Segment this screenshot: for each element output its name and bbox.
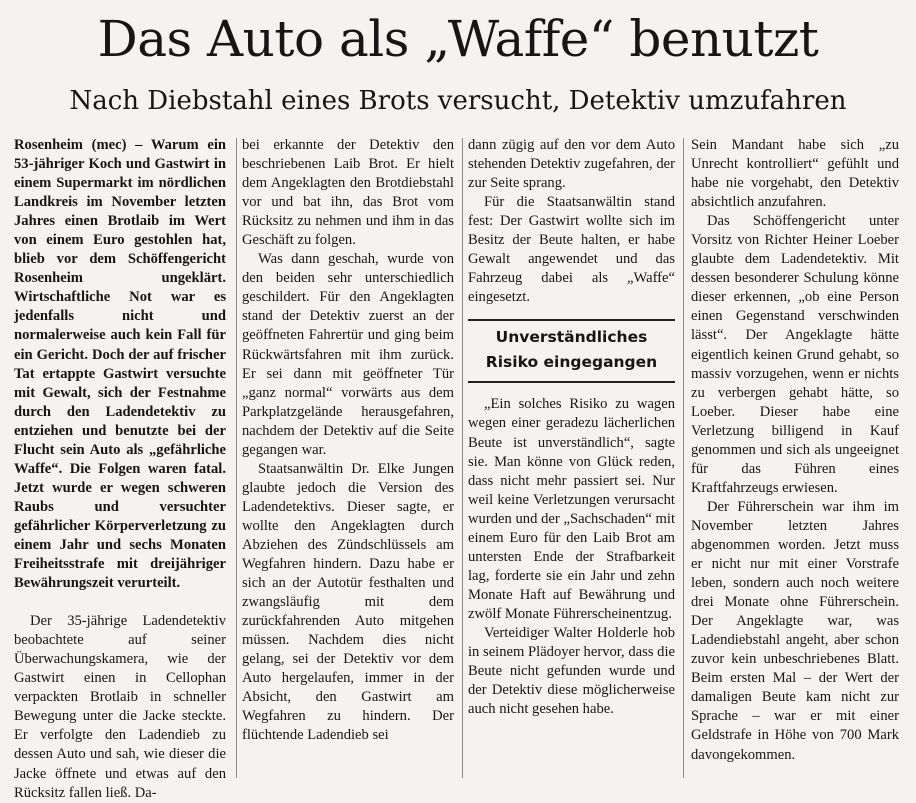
column-rule: [236, 138, 237, 778]
article-column-1: [14, 136, 226, 803]
body-paragraph: Sein Mandant habe sich „zu Unrecht kontrolliert“ gefühlt und habe nie vorgehabt, den Detektiv absichtlich anzufahren.: [691, 137, 899, 211]
body-paragraph: Verteidiger Walter Holderle hob in seinem Plädoyer hervor, dass die Beute nicht gefunden wurde und der Detektiv diese möglicherweise auch nicht gesehen habe.: [468, 624, 675, 718]
body-paragraph: Der Führerschein war ihm im November letzten Jahres abgenommen worden. Jetzt muss er nicht nur mit einer Vorstrafe leben, sondern auch noch weitere drei Monate ohne Führerschein. Der Angeklagte war, was Ladendiebstahl angeht, aber schon zuvor kein unbeschriebenes Blatt. Beim ersten Mal – der Wert der damaligen Beute kam nicht zur Sprache – war er mit einer Geldstrafe in Höhe von 700 Mark davongekommen.: [691, 498, 899, 763]
body-paragraph: Das Schöffengericht unter Vorsitz von Richter Heiner Loeber glaubte dem Ladendetektiv. Mit dessen besonderer Schulung könne dieser erkennen, „ob eine Person einen Gegenstand verschwinden lässt“. Der Angeklagte hätte eigentlich keinen Grund gehabt, so massiv vorzugehen, wenn er nichts zu verbergen gehabt hätte, so Loeber. Dieser habe eine Verletzung billigend in Kauf genommen und sich als ungeeignet für das Führen eines Kraftfahrzeugs erwiesen.: [691, 213, 899, 496]
inter-headline: [468, 319, 675, 383]
body-paragraph: „Ein solches Risiko zu wagen wegen einer geradezu lächerlichen Beute ist unverständlich“, sagte sie. Man könne von Glück reden, dass nicht mehr passiert sei. Nur weil keine Verletzungen verursacht wurden und der „Sachschaden“ mit einem Euro für den Laib Brot am untersten Ende der Strafbarkeit lag, forderte sie ein Jahr und zehn Monate Haft auf Bewährung und zwölf Monate Führerscheinentzug.: [468, 396, 675, 622]
column-rule: [462, 138, 463, 778]
body-paragraph: Was dann geschah, wurde von den beiden sehr unterschiedlich geschildert. Für den Angeklagten stand der Detektiv zuerst an der geöffneten Fahrertür und ging beim Rückwärtsfahren mit ihm zurück. Er sei dann mit geöffneter Tür „ganz normal“ vorwärts aus dem Parkplatzgelände herausgefahren, nachdem der Detektiv auf die Seite gegangen war.: [242, 251, 454, 458]
article-column-3: [468, 136, 675, 719]
article-column-4: [691, 136, 899, 765]
body-paragraph: Für die Staatsanwältin stand fest: Der Gastwirt wollte sich im Besitz der Beute halten, er habe Gewalt angewendet und das Fahrzeug dabei als „Waffe“ eingesetzt.: [468, 194, 675, 306]
body-paragraph: dann zügig auf den vor dem Auto stehenden Detektiv zugefahren, der zur Seite sprang.: [468, 137, 675, 192]
lead-paragraph: Rosenheim (mec) – Warum ein 53-jähriger Koch und Gastwirt in einem Supermarkt im nördlichen Landkreis im November letzten Jahres einen Brotlaib im Wert von einem Euro gestohlen hat, blieb vor dem Schöffengericht Rosenheim ungeklärt. Wirtschaftliche Not war es jedenfalls nicht und normalerweise auch kein Fall für ein Gericht. Doch der auf frischer Tat ertappte Gastwirt versuchte mit Gewalt, sich der Festnahme durch den Ladendetektiv zu entziehen und benutzte bei der Flucht sein Auto als „gefährliche Waffe“. Die Folgen waren fatal. Jetzt wurde er wegen schweren Raubs und versuchter gefährlicher Körperverletzung zu einem Jahr und sechs Monaten Freiheitsstrafe mit dreijähriger Bewährungszeit verurteilt.: [14, 137, 226, 592]
body-paragraph: Der 35-jährige Ladendetektiv beobachtete auf seiner Überwachungskamera, wie der Gastwirt einen in Cellophan verpackten Brotlaib in schneller Bewegung unter die Jacke steckte. Er verfolgte den Ladendieb zu dessen Auto und sah, wie dieser die Jacke öffnete und etwas auf den Rücksitz fallen ließ. Da-: [14, 613, 226, 801]
body-paragraph: bei erkannte der Detektiv den beschriebenen Laib Brot. Er hielt dem Angeklagten den Brotdiebstahl vor und bat ihn, das Brot vom Rücksitz zu nehmen und ihm in das Geschäft zu folgen.: [242, 137, 454, 249]
inter-headline-line-1: Unverständliches: [495, 328, 648, 347]
article-column-2: [242, 136, 454, 746]
subheadline: Nach Diebstahl eines Brots versucht, Detektiv umzufahren: [69, 86, 847, 116]
body-paragraph: Staatsanwältin Dr. Elke Jungen glaubte jedoch die Version des Ladendetektivs. Dieser sagte, er wollte den Angeklagten durch Abziehen des Zündschlüssels am Wegfahren hindern. Dazu habe er sich an der Autotür festhalten und zwangsläufig mit dem zurückfahrenden Auto mitgehen müssen. Nachdem dies nicht gelang, sei der Detektiv vor dem Auto hergelaufen, immer in der Absicht, den Gastwirt am Wegfahren zu hindern. Der flüchtende Ladendieb sei: [242, 460, 454, 744]
headline: Das Auto als „Waffe“ benutzt: [97, 10, 819, 68]
inter-headline-line-2: Risiko eingegangen: [485, 353, 658, 372]
column-rule: [683, 138, 684, 778]
